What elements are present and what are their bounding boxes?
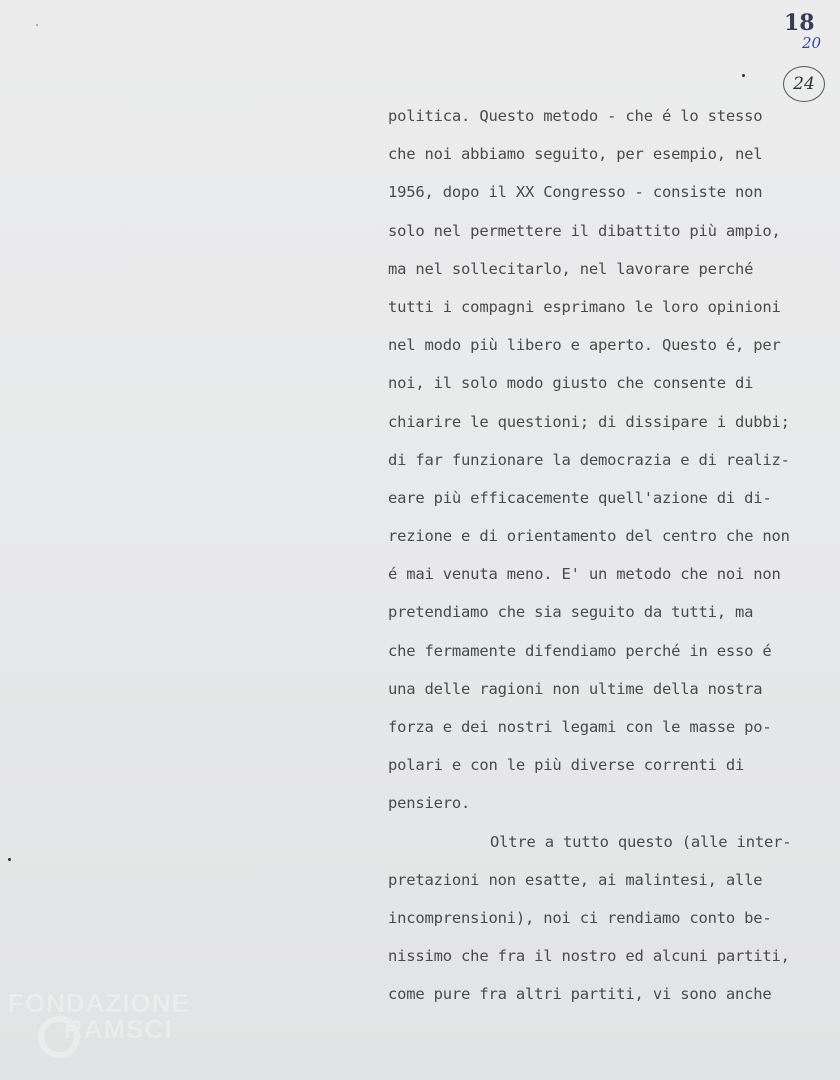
text-line: solo nel permettere il dibattito più ampio,	[388, 221, 781, 240]
text-line: tutti i compagni esprimano le loro opinioni	[388, 297, 781, 316]
text-line: come pure fra altri partiti, vi sono anche	[388, 985, 772, 1004]
text-line: politica. Questo metodo - che é lo stesso	[388, 107, 763, 125]
fondazione-gramsci-watermark	[4, 988, 214, 1068]
text-line: che noi abbiamo seguito, per esempio, nel	[388, 145, 763, 164]
watermark-line2: RAMSCI	[64, 1014, 173, 1044]
text-line: eare più efficacemente quell'azione di di-	[388, 488, 772, 507]
text-line: é mai venuta meno. E' un metodo che noi non	[388, 565, 781, 584]
speck	[8, 858, 11, 861]
text-line: incomprensioni), noi ci rendiamo conto be-	[388, 908, 772, 927]
new-page-number: 20	[802, 34, 822, 52]
text-line: forza e dei nostri legami con le masse po-	[388, 718, 772, 736]
speck	[742, 74, 745, 77]
text-line: noi, il solo modo giusto che consente di	[388, 374, 754, 393]
watermark-line1: FONDAZIONE	[8, 988, 190, 1018]
text-line: che fermamente difendiamo perché in esso é	[388, 641, 772, 660]
typewritten-body	[388, 101, 828, 1018]
text-line: di far funzionare la democrazia e di realiz-	[388, 450, 790, 469]
speck	[36, 24, 38, 26]
text-line: nel modo più libero e aperto. Questo é, per	[388, 336, 781, 355]
text-line: 1956, dopo il XX Congresso - consiste non	[388, 183, 763, 202]
old-page-number: 18	[784, 10, 815, 36]
text-line: pretazioni non esatte, ai malintesi, alle	[388, 870, 763, 889]
text-line-indented: Oltre a tutto questo (alle inter-	[490, 832, 792, 851]
text-line: ma nel sollecitarlo, nel lavorare perché	[388, 259, 754, 278]
text-line: chiarire le questioni; di dissipare i dubbi;	[388, 412, 790, 431]
text-line: pretendiamo che sia seguito da tutti, ma	[388, 603, 754, 622]
text-line: nissimo che fra il nostro ed alcuni partiti,	[388, 947, 790, 966]
text-line: rezione e di orientamento del centro che non	[388, 527, 790, 546]
text-line: una delle ragioni non ultime della nostra	[388, 679, 763, 698]
circled-page-number: 24	[783, 66, 825, 102]
text-line: polari e con le più diverse correnti di	[388, 756, 745, 775]
text-line: pensiero.	[388, 794, 471, 813]
